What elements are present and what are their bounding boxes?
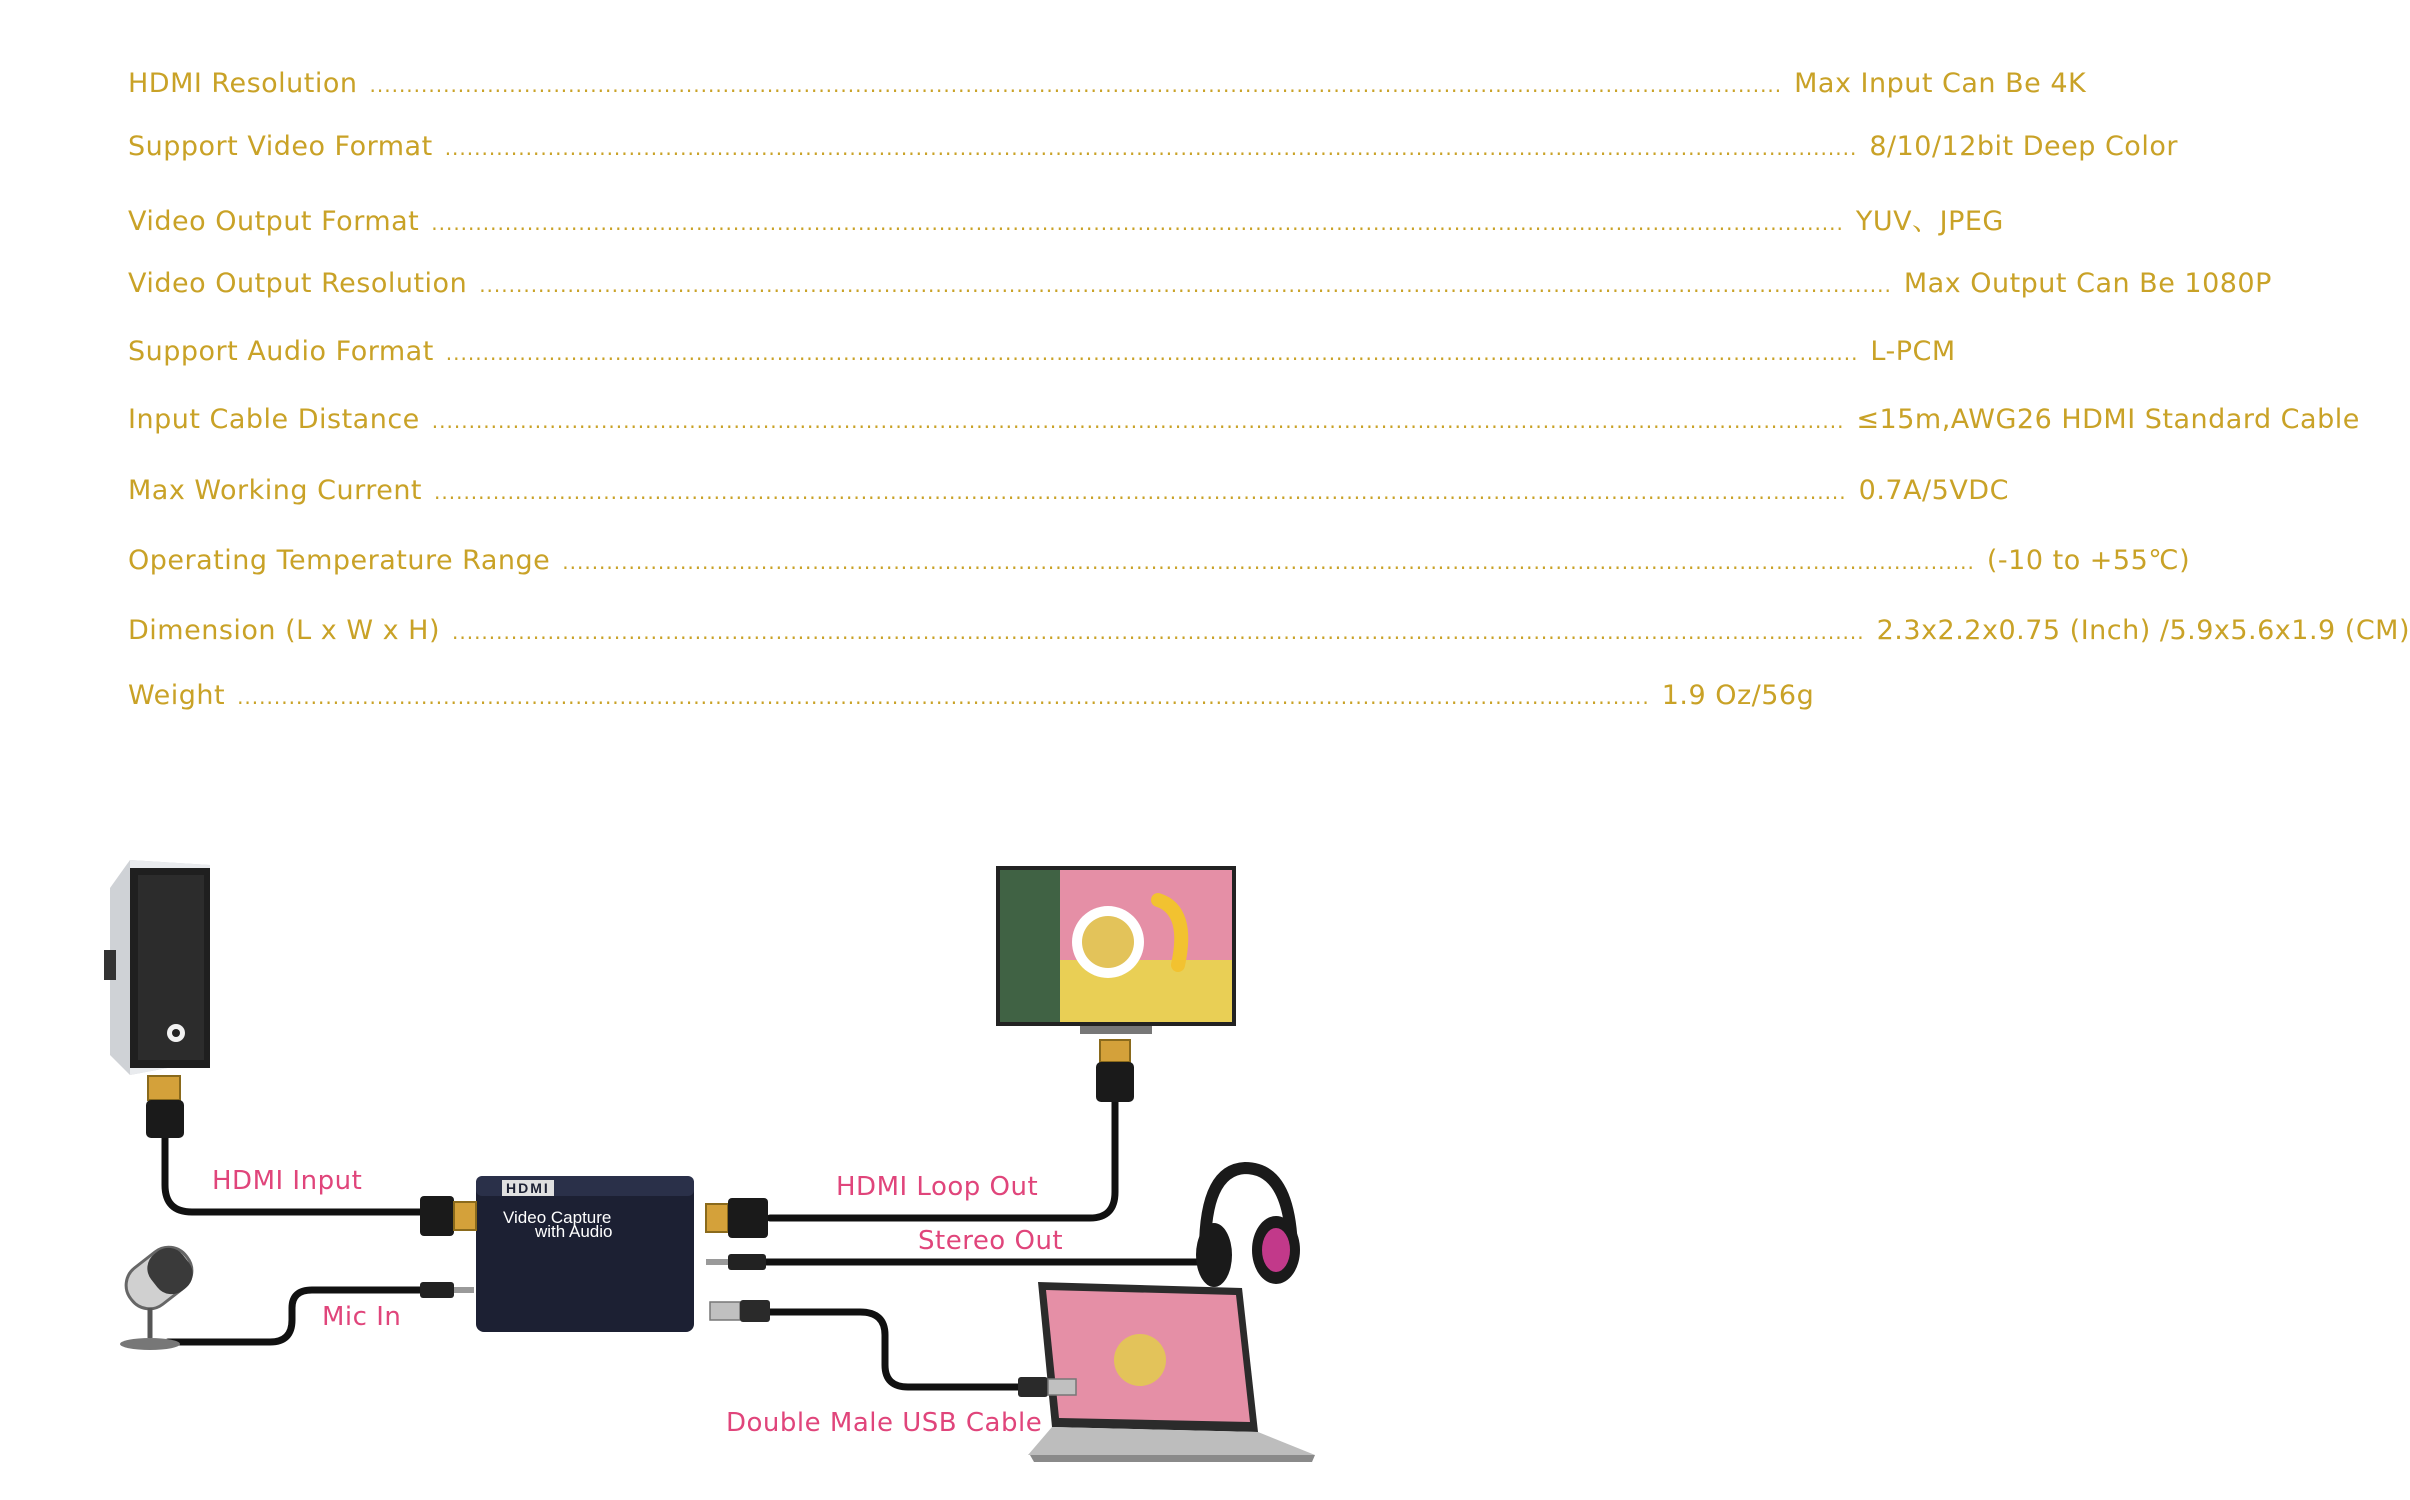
usb-cable: [770, 1312, 1020, 1387]
audio-jack-icon: [420, 1282, 474, 1298]
spec-label: Input Cable Distance: [128, 404, 420, 435]
spec-label: Video Output Resolution: [128, 268, 468, 299]
hdmi-loop-out-label: HDMI Loop Out: [836, 1172, 1039, 1202]
headphones-icon: [1196, 1168, 1300, 1287]
spec-row-video-output-format: Video Output Format ................................................................................................................................................................................................ YUV、JPEG: [128, 199, 1280, 238]
spec-value: L-PCM: [1870, 336, 1956, 367]
hdmi-plug-icon: [420, 1196, 476, 1236]
spec-value: Max Input Can Be 4K: [1794, 68, 2087, 99]
hdmi-input-label: HDMI Input: [212, 1166, 363, 1196]
spec-row-hdmi-resolution: HDMI Resolution ................................................................................................................................................................................................ Max Input Can Be 4K: [128, 68, 2087, 99]
spec-row-temperature-range: Operating Temperature Range ................................................................................................................................................................................................ (-10 to +55℃): [128, 545, 2191, 576]
laptop-icon: [1028, 1282, 1315, 1462]
spec-value: 2.3x2.2x0.75 (Inch) /5.9x5.6x1.9 (CM): [1876, 615, 2410, 646]
spec-row-audio-format: Support Audio Format ................................................................................................................................................................................................ L-PCM: [128, 336, 1956, 367]
spec-row-working-current: Max Working Current ................................................................................................................................................................................................ 0.7A/5VDC: [128, 475, 2009, 506]
spec-label: Weight: [128, 680, 226, 711]
spec-value: YUV、JPEG: [1855, 206, 2004, 237]
spec-value: 0.7A/5VDC: [1858, 475, 2009, 506]
stereo-out-label: Stereo Out: [918, 1226, 1064, 1256]
capture-device: [476, 1176, 694, 1332]
spec-label: Dimension (L x W x H): [128, 615, 440, 646]
spec-value: 8/10/12bit Deep Color: [1869, 131, 2178, 162]
spec-row-weight: Weight ................................................................................................................................................................................................ 1.9 Oz/56g: [128, 680, 1815, 711]
spec-value: Max Output Can Be 1080P: [1903, 268, 2272, 299]
spec-label: Support Video Format: [128, 131, 433, 162]
audio-jack-icon: [706, 1254, 766, 1270]
spec-label: Max Working Current: [128, 475, 423, 506]
spec-label: Operating Temperature Range: [128, 545, 551, 576]
monitor-icon: [996, 866, 1236, 1034]
mic-in-label: Mic In: [322, 1302, 402, 1332]
connection-diagram: [0, 830, 1410, 1500]
spec-value: (-10 to +55℃): [1986, 545, 2191, 576]
spec-label: Support Audio Format: [128, 336, 434, 367]
device-label-line2: with Audio: [535, 1222, 613, 1241]
usb-plug-icon: [1018, 1377, 1076, 1397]
usb-cable-label: Double Male USB Cable: [726, 1408, 1043, 1438]
hdmi-plug-icon: [706, 1198, 768, 1238]
computer-tower-icon: [104, 860, 210, 1075]
spec-row-cable-distance: Input Cable Distance ................................................................................................................................................................................................ ≤15m,AWG26 HDMI Standard Cable: [128, 404, 2360, 435]
spec-row-dimension: Dimension (L x W x H) ................................................................................................................................................................................................ 2.3x2.2x0.75 (Inch) /5.9x5.6x1.9 (CM): [128, 615, 2410, 646]
spec-row-video-format: Support Video Format ................................................................................................................................................................................................ 8/10/12bit Deep Color: [128, 131, 2178, 162]
device-label-line1: Video Capture: [503, 1208, 612, 1227]
microphone-icon: [117, 1238, 200, 1350]
diagram-graphics: [0, 830, 1410, 1500]
spec-row-video-output-resolution: Video Output Resolution ................................................................................................................................................................................................ Max Output Can Be 1080P: [128, 268, 2272, 299]
usb-plug-icon: [710, 1300, 770, 1322]
spec-label: HDMI Resolution: [128, 68, 358, 99]
hdmi-plug-icon: [1096, 1040, 1134, 1102]
spec-value: 1.9 Oz/56g: [1661, 680, 1815, 711]
spec-value: ≤15m,AWG26 HDMI Standard Cable: [1856, 404, 2360, 435]
spec-label: Video Output Format: [128, 206, 420, 237]
device-logo: HDMI: [502, 1180, 554, 1196]
hdmi-plug-icon: [146, 1076, 184, 1138]
